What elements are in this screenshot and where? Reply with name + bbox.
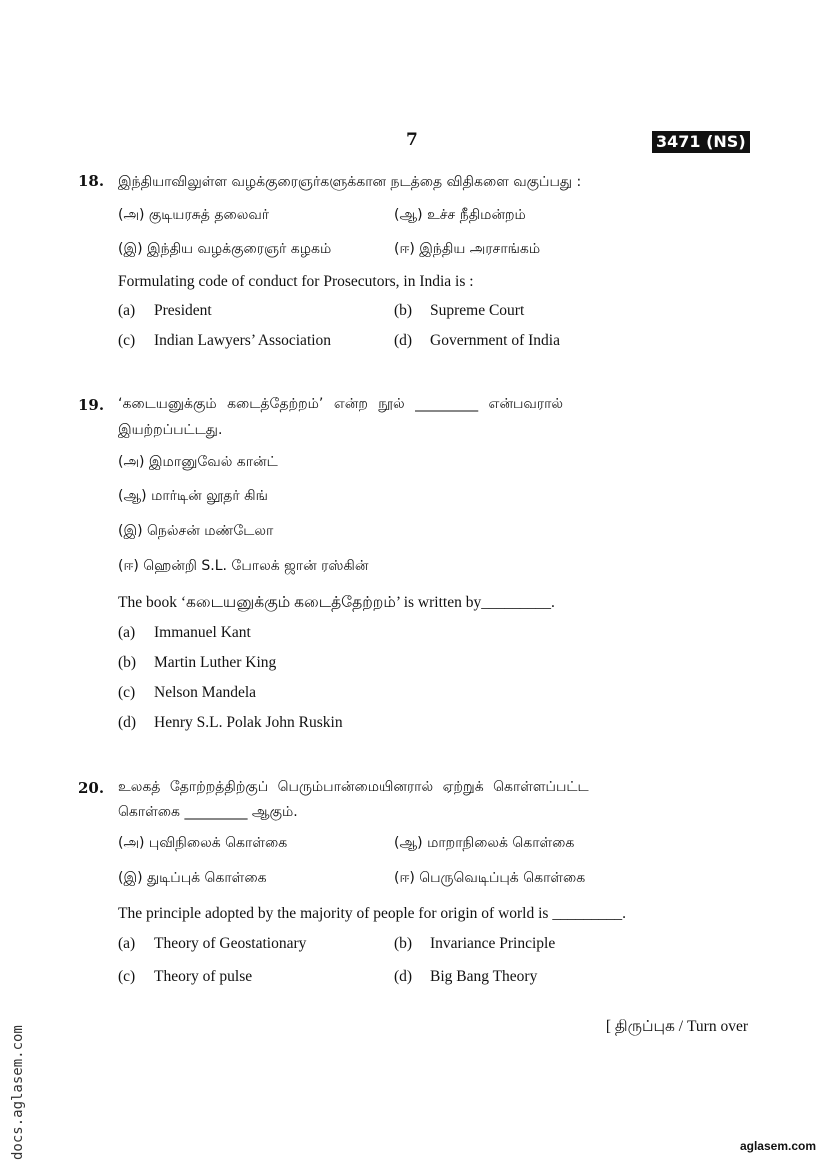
q20-english-question: The principle adopted by the majority of people for origin of world is _________. — [118, 905, 626, 922]
q19-tamil-option-c: (இ) நெல்சன் மண்டேலா — [118, 523, 274, 539]
question-number-18: 18. — [78, 172, 105, 190]
q20-tamil-option-d: (ஈ) பெருவெடிப்புக் கொள்கை — [394, 870, 586, 886]
q18-tamil-option-d: (ஈ) இந்திய அரசாங்கம் — [394, 241, 541, 257]
q18-tamil-option-c: (இ) இந்திய வழக்குரைஞர் கழகம் — [118, 241, 332, 257]
turn-over-note: [ திருப்புக / Turn over — [605, 1018, 748, 1035]
q18-option-a: (a) President — [118, 302, 212, 319]
q18-option-d: (d) Government of India — [394, 332, 560, 349]
q18-option-c: (c) Indian Lawyers’ Association — [118, 332, 332, 349]
question-number-19: 19. — [78, 396, 105, 414]
q19-tamil-question-line2: இயற்றப்பட்டது. — [118, 422, 223, 438]
q20-option-c: (c) Theory of pulse — [118, 968, 253, 985]
q19-tamil-option-b: (ஆ) மார்டின் லூதர் கிங் — [118, 488, 268, 504]
q18-english-question: Formulating code of conduct for Prosecutors, in India is : — [118, 273, 474, 290]
page-number: 7 — [406, 130, 418, 150]
q18-tamil-question: இந்தியாவிலுள்ள வழக்குரைஞர்களுக்கான நடத்தை விதிகளை வகுப்பது : — [118, 174, 582, 190]
q19-tamil-option-d: (ஈ) ஹென்றி S.L. போலக் ஜான் ரஸ்கின் — [118, 558, 369, 574]
q19-english-question: The book ‘கடையனுக்கும் கடைத்தேற்றம்’ is written by_________. — [118, 594, 555, 611]
q18-tamil-option-a: (அ) குடியரசுத் தலைவர் — [118, 207, 270, 223]
side-watermark: docs.aglasem.com — [10, 1025, 26, 1160]
q19-tamil-question-line1: ‘கடையனுக்கும் கடைத்தேற்றம்’ என்ற நூல் _________ என்பவரால் — [118, 396, 564, 412]
q19-option-d: (d) Henry S.L. Polak John Ruskin — [118, 714, 343, 731]
question-number-20: 20. — [78, 779, 105, 797]
q19-option-c: (c) Nelson Mandela — [118, 684, 257, 701]
paper-code-badge: 3471 (NS) — [652, 131, 750, 153]
q19-tamil-option-a: (அ) இமானுவேல் கான்ட் — [118, 454, 278, 470]
q20-tamil-question-line2: கொள்கை _________ ஆகும். — [118, 804, 298, 820]
q20-option-d: (d) Big Bang Theory — [394, 968, 538, 985]
q20-tamil-option-b: (ஆ) மாறாநிலைக் கொள்கை — [394, 835, 575, 851]
site-label: aglasem.com — [739, 1139, 816, 1153]
q19-option-b: (b) Martin Luther King — [118, 654, 277, 671]
q20-tamil-option-a: (அ) புவிநிலைக் கொள்கை — [118, 835, 288, 851]
q20-option-b: (b) Invariance Principle — [394, 935, 556, 952]
q20-tamil-question-line1: உலகத் தோற்றத்திற்குப் பெரும்பான்மையினரால் ஏற்றுக் கொள்ளப்பட்ட — [118, 779, 589, 795]
q19-option-a: (a) Immanuel Kant — [118, 624, 251, 641]
q18-option-b: (b) Supreme Court — [394, 302, 525, 319]
q20-option-a: (a) Theory of Geostationary — [118, 935, 307, 952]
q18-tamil-option-b: (ஆ) உச்ச நீதிமன்றம் — [394, 207, 526, 223]
q20-tamil-option-c: (இ) துடிப்புக் கொள்கை — [118, 870, 267, 886]
